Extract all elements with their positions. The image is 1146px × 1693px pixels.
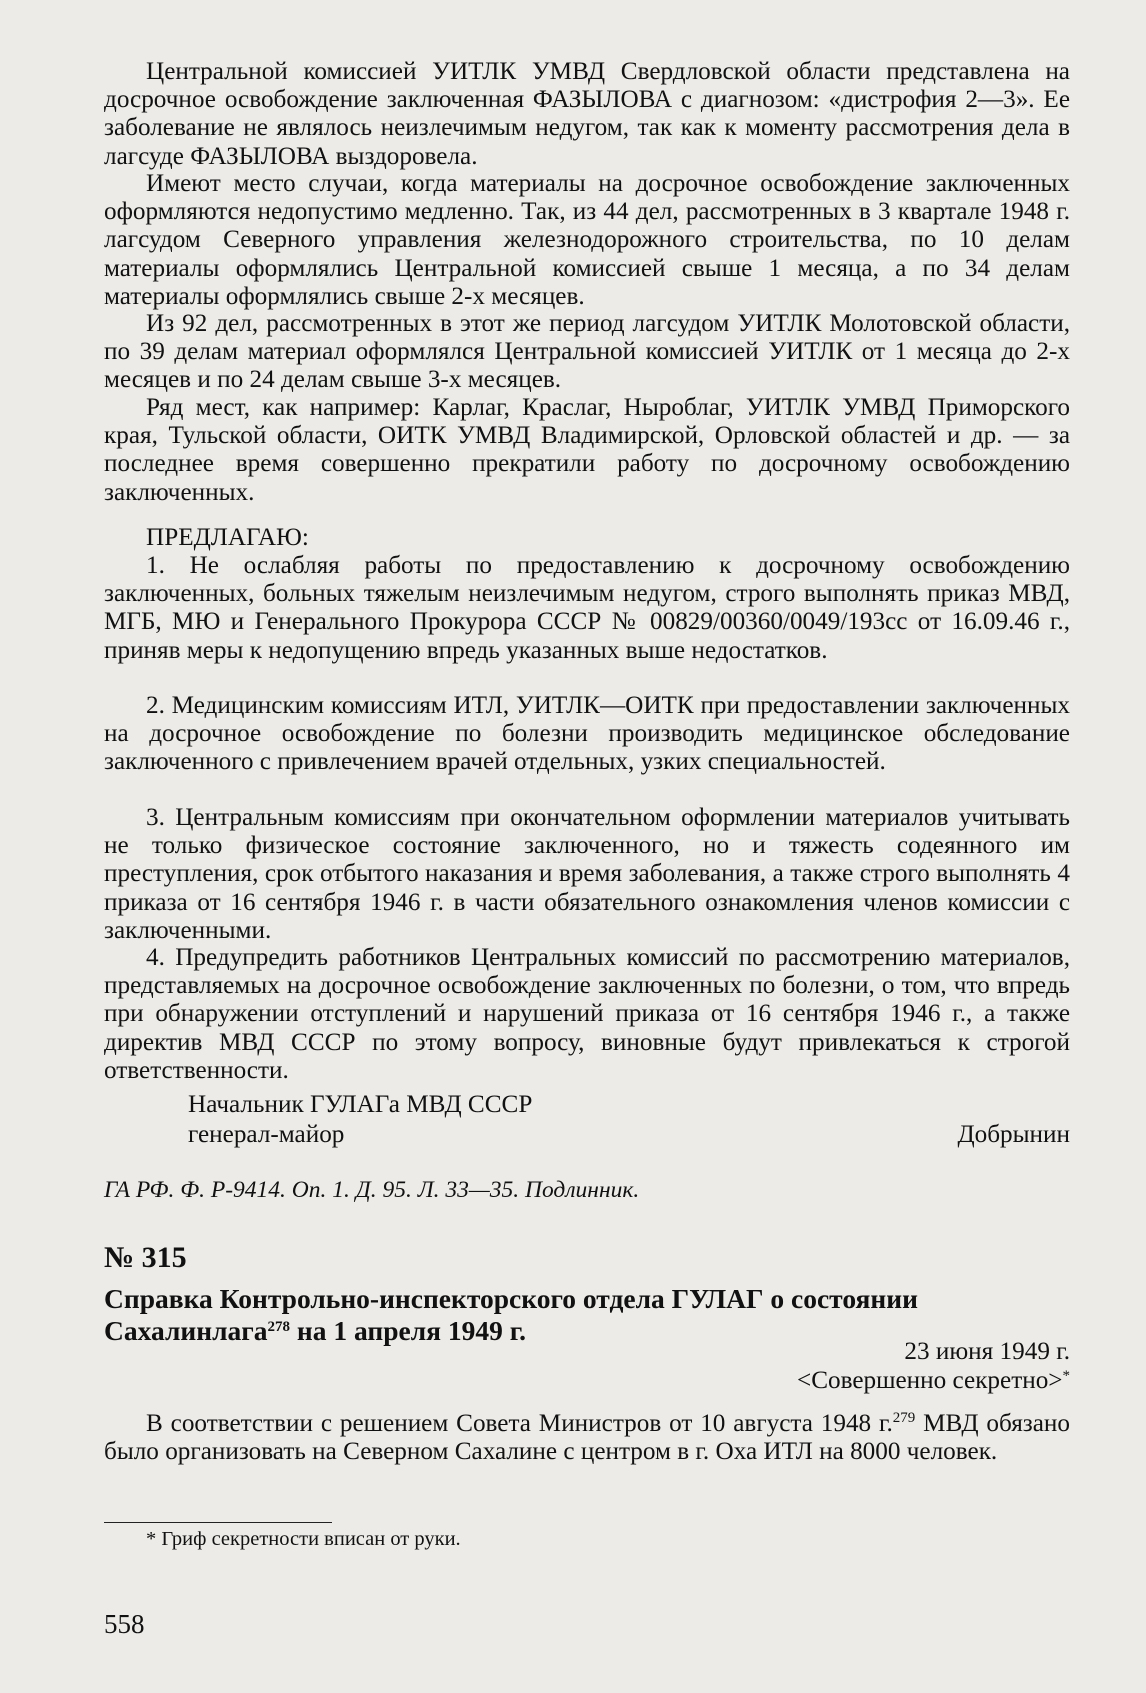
paragraph-fazylova-case: Центральной комиссией УИТЛК УМВД Свердловской области представлена на досрочное освобождение заключенная ФАЗЫЛОВА с диагнозом: «дистрофия 2—3». Ее заболевание не являлось неизлечимым недугом, так как к моменту рассмотрения дела в лагсуде ФАЗЫЛОВА выздоровела. bbox=[104, 58, 1070, 170]
document-number: № 315 bbox=[104, 1241, 187, 1274]
proposal-heading: ПРЕДЛАГАЮ: bbox=[146, 524, 309, 551]
document-title-text: Справка Контрольно-инспекторского отдела ГУЛАГ о состоянии Сахалинлага bbox=[104, 1283, 918, 1346]
footnote: * Гриф секретности вписан от руки. bbox=[146, 1528, 461, 1550]
body-text-end: МВД обязано было организовать на Северном Сахалине с центром в г. Оха ИТЛ на 8000 человек. bbox=[104, 1410, 1070, 1466]
signature-title-line1: Начальник ГУЛАГа МВД СССР bbox=[188, 1091, 533, 1118]
document-title-date: на 1 апреля 1949 г. bbox=[290, 1314, 527, 1346]
document-body-paragraph bbox=[104, 1410, 1070, 1466]
secrecy-stamp bbox=[797, 1367, 1070, 1395]
proposal-item-4: 4. Предупредить работников Центральных комиссий по рассмотрению материалов, представляемых на досрочное освобождение заключенных по болезни, о том, что впредь при обнаружении отступлений и нарушений приказа от 16 сентября 1946 г., а также директив МВД СССР по этому вопросу, виновные будут привлекаться к строгой ответственности. bbox=[104, 944, 1070, 1084]
title-footnote-ref: 278 bbox=[267, 1318, 291, 1335]
body-footnote-ref: 279 bbox=[892, 1410, 916, 1426]
paragraph-slow-processing: Имеют место случаи, когда материалы на досрочное освобождение заключенных оформляются недопустимо медленно. Так, из 44 дел, рассмотренных в 3 квартале 1948 г. лагсудом Северного управления железнодорожного строительства, по 10 делам материалы оформлялись Центральной комиссией свыше 1 месяца, а по 34 делам материалы оформлялись свыше 2-х месяцев. bbox=[104, 170, 1070, 310]
paragraph-stopped-camps: Ряд мест, как например: Карлаг, Краслаг, Ныроблаг, УИТЛК УМВД Приморского края, Тульской области, ОИТК УМВД Владимирской, Орловской областей и др. — за последнее время совершенно прекратили работу по досрочному освобождению заключенных. bbox=[104, 394, 1070, 506]
paragraph-molotov-region: Из 92 дел, рассмотренных в этот же период лагсудом УИТЛК Молотовской области, по 39 делам материал оформлялся Центральной комиссией УИТЛК от 1 месяца до 2-х месяцев и по 24 делам свыше 3-х месяцев. bbox=[104, 310, 1070, 394]
secrecy-text: <Совершенно секретно> bbox=[796, 1367, 1063, 1394]
document-title bbox=[104, 1283, 1084, 1346]
body-text-start: В соответствии с решением Совета Министров от 10 августа 1948 г. bbox=[146, 1410, 893, 1437]
signature-title-line2: генерал-майор bbox=[188, 1121, 345, 1148]
proposal-item-1: 1. Не ослабляя работы по предоставлению к досрочному освобождению заключенных, больных тяжелым неизлечимым недугом, строго выполнять приказ МВД, МГБ, МЮ и Генерального Прокурора СССР № 00829/00360/0049/193сс от 16.09.46 г., приняв меры к недопущению впредь указанных выше недостатков. bbox=[104, 552, 1070, 664]
document-date: 23 июня 1949 г. bbox=[904, 1338, 1070, 1365]
proposal-item-3: 3. Центральным комиссиям при окончательном оформлении материалов учитывать не только физическое состояние заключенного, но и тяжесть содеянного им преступления, срок отбытого наказания и время заболевания, а также строго выполнять 4 приказа от 16 сентября 1946 г. в части обязательного ознакомления членов комиссии с заключенными. bbox=[104, 804, 1070, 944]
signature-name: Добрынин bbox=[957, 1121, 1070, 1148]
proposal-item-2: 2. Медицинским комиссиям ИТЛ, УИТЛК—ОИТК при предоставлении заключенных на досрочное освобождение по болезни производить медицинское обследование заключенного с привлечением врачей отдельных, узких специальностей. bbox=[104, 692, 1070, 776]
secrecy-footnote-mark: * bbox=[1062, 1368, 1070, 1384]
archive-source: ГА РФ. Ф. Р-9414. Оп. 1. Д. 95. Л. 33—35. Подлинник. bbox=[104, 1177, 640, 1203]
page-number: 558 bbox=[104, 1609, 145, 1639]
footnote-divider bbox=[104, 1522, 332, 1523]
